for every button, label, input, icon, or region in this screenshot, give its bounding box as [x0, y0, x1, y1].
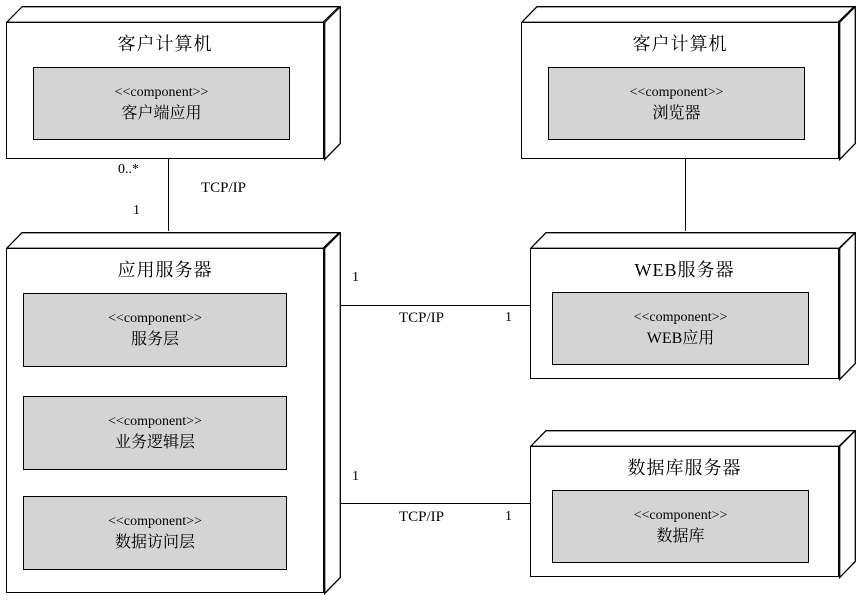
component-stereotype: <<component>>	[629, 84, 724, 100]
component-name: 数据库	[656, 527, 705, 545]
node-top-face	[6, 232, 340, 249]
connector-app-to-db	[341, 503, 530, 504]
node-client-computer-app[interactable]	[6, 22, 324, 159]
multiplicity-client-to-app-target: 1	[133, 203, 140, 218]
node-top-face	[530, 232, 856, 249]
component-stereotype: <<component>>	[108, 311, 202, 326]
node-app-server[interactable]	[6, 248, 324, 593]
node-title: WEB服务器	[634, 260, 735, 280]
connector-label-client-to-app: TCP/IP	[201, 180, 247, 196]
component-stereotype: <<component>>	[108, 414, 202, 429]
component-browser[interactable]	[548, 67, 805, 140]
node-title: 应用服务器	[117, 260, 213, 280]
node-side-face	[839, 6, 857, 161]
multiplicity-client-to-app-source: 0..*	[118, 162, 139, 177]
connector-label-app-to-web: TCP/IP	[399, 310, 445, 326]
component-web-application[interactable]	[552, 292, 809, 365]
connector-client-to-app	[168, 159, 169, 231]
multiplicity-app-to-db-source: 1	[352, 469, 359, 484]
component-stereotype: <<component>>	[108, 514, 202, 529]
component-stereotype: <<component>>	[633, 507, 728, 523]
node-title: 客户计算机	[117, 34, 213, 54]
connector-label-app-to-db: TCP/IP	[399, 509, 445, 525]
component-name: 浏览器	[652, 104, 701, 122]
component-name: 业务逻辑层	[114, 434, 195, 451]
node-side-face	[839, 430, 857, 579]
node-side-face	[324, 232, 342, 595]
multiplicity-app-to-db-target: 1	[505, 509, 512, 524]
multiplicity-app-to-web-target: 1	[505, 310, 512, 325]
node-top-face	[6, 6, 340, 22]
multiplicity-app-to-web-source: 1	[352, 270, 359, 285]
node-side-face	[839, 232, 857, 381]
component-name: 客户端应用	[121, 104, 202, 122]
node-client-computer-browser[interactable]	[521, 22, 839, 159]
node-side-face	[324, 6, 341, 160]
component-stereotype: <<component>>	[633, 309, 728, 325]
component-name: 服务层	[130, 331, 179, 348]
node-database-server[interactable]	[530, 446, 839, 577]
node-title: 客户计算机	[632, 34, 728, 54]
node-title: 数据库服务器	[627, 458, 742, 478]
node-web-server[interactable]	[530, 248, 839, 379]
component-database[interactable]	[552, 490, 809, 563]
connector-browser-to-web	[685, 159, 686, 231]
component-service-layer[interactable]	[23, 293, 287, 367]
component-business-logic-layer[interactable]	[23, 396, 287, 470]
component-client-app[interactable]	[33, 67, 290, 140]
node-top-face	[521, 6, 855, 23]
component-name: 数据访问层	[114, 534, 195, 551]
connector-app-to-web	[341, 305, 530, 306]
component-stereotype: <<component>>	[114, 84, 209, 100]
component-name: WEB应用	[646, 329, 715, 347]
node-top-face	[530, 430, 856, 447]
component-data-access-layer[interactable]	[23, 496, 287, 570]
